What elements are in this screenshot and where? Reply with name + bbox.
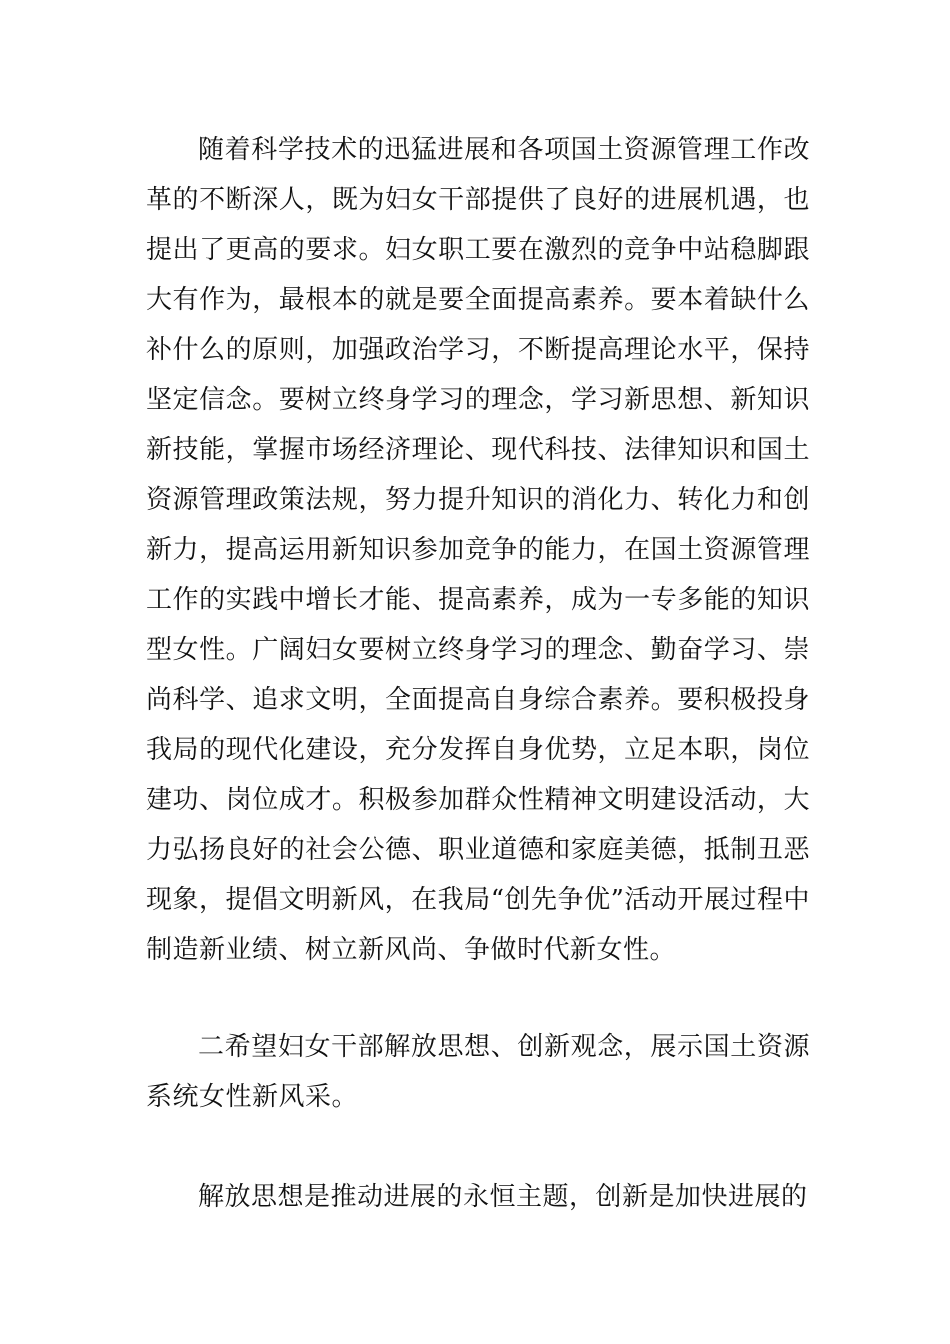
body-paragraph-2: 解放思想是推动进展的永恒主题，创新是加快进展的	[198, 1182, 808, 1212]
section-heading-paragraph: 二希望妇女干部解放思想、创新观念，展示国土资源系统女性新风采。	[146, 1032, 810, 1112]
body-paragraph-1: 随着科学技术的迅猛进展和各项国土资源管理工作改革的不断深人，既为妇女干部提供了良好的进展机遇，也提出了更高的要求。妇女职工要在激烈的竞争中站稳脚跟大有作为，最根本的就是要全面提高素养。要本着缺什么补什么的原则，加强政治学习，不断提高理论水平，保持坚定信念。要树立终身学习的理念，学习新思想、新知识新技能，掌握市场经济理论、现代科技、法律知识和国土资源管理政策法规，努力提升知识的消化力、转化力和创新力，提高运用新知识参加竞争的能力，在国土资源管理工作的实践中增长才能、提高素养，成为一专多能的知识型女性。广阔妇女要树立终身学习的理念、勤奋学习、崇尚科学、追求文明，全面提高自身综合素养。要积极投身我局的现代化建设，充分发挥自身优势，立足本职，岗位建功、岗位成才。积极参加群众性精神文明建设活动，大力弘扬良好的社会公德、职业道德和家庭美德，抵制丑恶现象，提倡文明新风，在我局“创先争优”活动开展过程中制造新业绩、树立新风尚、争做时代新女性。	[146, 135, 810, 965]
